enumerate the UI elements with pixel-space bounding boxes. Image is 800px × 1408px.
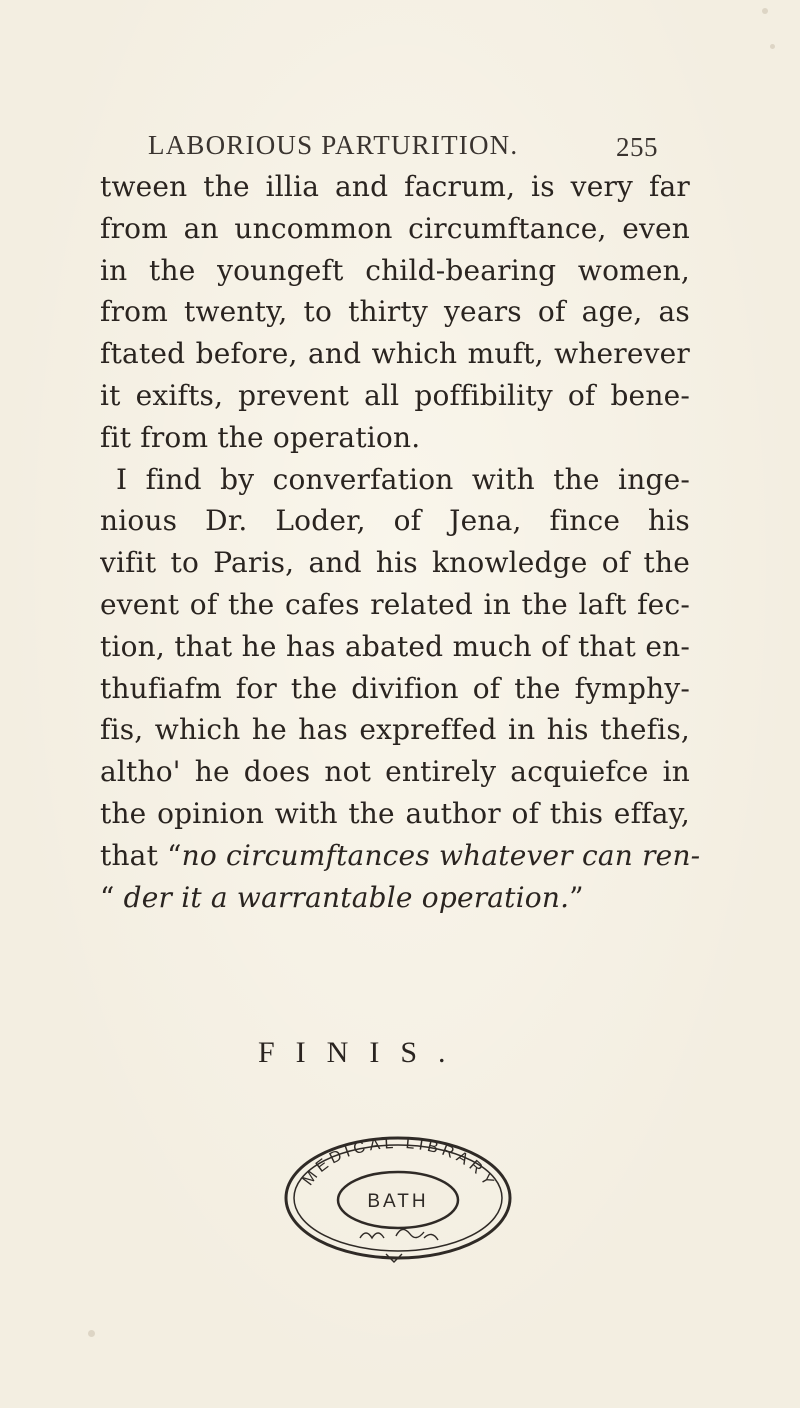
text-line: from twenty, to thirty years of age, as xyxy=(100,295,690,329)
stamp-center-text: BATH xyxy=(367,1191,429,1212)
running-head-title: LABORIOUS PARTURITION. xyxy=(148,130,519,160)
text-line: tween the illia and facrum, is very far xyxy=(100,170,690,203)
text-line: fis, which he has expreffed in his thefis, xyxy=(100,713,690,747)
text-line: tion, that he has abated much of that en- xyxy=(100,629,690,663)
quote-lead: “ xyxy=(100,880,124,914)
quote-text: no circumftances whatever can ren- xyxy=(181,838,701,872)
text-line: event of the cafes related in the laft fec- xyxy=(100,587,690,621)
text-line: from an uncommon circumftance, even xyxy=(100,211,690,245)
text-line: thufiafm for the divifion of the fymphy- xyxy=(100,671,690,705)
stamp-ring-text: MEDICAL LIBRARY xyxy=(299,1134,499,1193)
text-line: the opinion with the author of this effay, xyxy=(100,796,690,830)
quote-tail: ” xyxy=(569,880,584,914)
body-text xyxy=(100,166,701,918)
paper-spot xyxy=(762,8,768,14)
text-line: nious Dr. Loder, of Jena, fince his xyxy=(100,504,690,538)
text-line: altho' he does not entirely acquiefce in xyxy=(100,755,690,789)
finis-heading: FINIS. xyxy=(258,1036,467,1069)
running-head xyxy=(148,130,658,170)
page-number: 255 xyxy=(616,132,658,162)
text-line: I find by converfation with the inge- xyxy=(116,462,690,496)
text-line: vifit to Paris, and his knowledge of the xyxy=(100,546,690,580)
quote-line xyxy=(100,877,690,919)
library-stamp-seal xyxy=(268,1128,528,1268)
paper-spot xyxy=(88,1330,95,1337)
paper-spot xyxy=(770,44,775,49)
text-line: ftated before, and which muft, wherever xyxy=(100,337,690,371)
text-line: in the youngeft child-bearing women, xyxy=(100,253,690,287)
library-stamp xyxy=(268,1128,528,1268)
text-line: it exifts, prevent all poffibility of bene- xyxy=(100,378,690,412)
text-line: fit from the operation. xyxy=(100,420,421,454)
quote-text: der it a warrantable operation. xyxy=(123,880,570,914)
quote-lead: that “ xyxy=(100,838,182,872)
quote-line xyxy=(100,835,701,877)
